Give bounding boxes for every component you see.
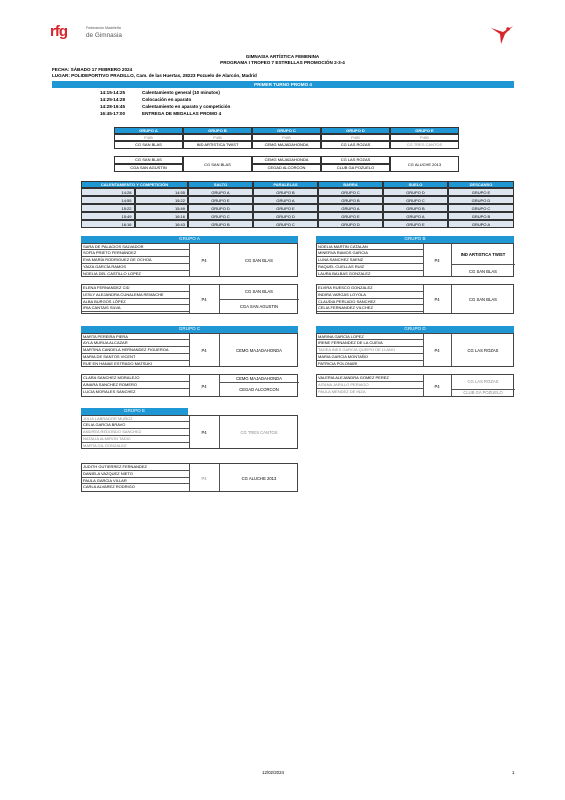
group-header: GRUPO C — [252, 127, 321, 134]
group-a-title: GRUPO A — [81, 236, 298, 243]
schedule-time: 14:15-14:25 — [100, 90, 126, 95]
gymnast-name: MARIA DE SANTOS VICENT — [82, 354, 189, 361]
gymnast-name: PAULA GARCIA VILLAR — [82, 478, 189, 485]
groups-table — [114, 127, 459, 175]
level-label: P4 — [434, 257, 440, 263]
gymnast-name: EVA MARÍA RODRIGUEZ DE OCHOA — [82, 257, 189, 264]
group-club: CG ALUCHE 2013 — [390, 156, 459, 172]
group-d-block1 — [316, 333, 514, 367]
level-label: P4 — [201, 429, 207, 435]
gymnast-name: LUNA SANCHEZ SAENZ — [317, 257, 423, 264]
rotation-table — [81, 181, 514, 228]
level-label: P4 — [434, 297, 440, 302]
rotation-group: GRUPO B — [318, 196, 383, 204]
federation-logo — [50, 22, 140, 44]
club-label: CEGAD ALCORCON — [239, 387, 279, 392]
group-b-panel — [316, 236, 514, 311]
group-c-block2 — [81, 374, 298, 397]
group-club: CG LAS ROZAS — [321, 156, 390, 164]
schedule-time: 16:45-17:00 — [100, 111, 126, 116]
rotation-time: 14:55 — [81, 196, 135, 204]
rotation-group: GRUPO E — [318, 212, 383, 220]
group-c-title: GRUPO C — [81, 326, 298, 333]
group-club: CG LAS ROZAS — [321, 141, 390, 149]
rotation-header: PARALELAS — [253, 181, 318, 188]
group-c-block1 — [81, 333, 298, 367]
gymnast-name: JUDITH GUTIERREZ FERNANDEZ — [82, 464, 189, 471]
club-label: CG LAS ROZAS — [467, 347, 499, 353]
rotation-group: GRUPO D — [188, 204, 253, 212]
rotation-header: SALTO — [188, 181, 253, 188]
gymnast-name: MARTINA CANDELA HERNANDEZ FIGUEROA — [82, 347, 189, 354]
group-c-panel — [81, 326, 298, 394]
group-club: CEMG MAJADAHONDA — [252, 156, 321, 164]
rotation-group: GRUPO E — [448, 188, 514, 196]
rotation-header: BARRA — [318, 181, 383, 188]
gymnast-name: CLARA SANCHEZ MORALEJO — [82, 375, 189, 382]
gymnast-name: MINERVA RAMOS GARCIA — [317, 250, 423, 257]
club-label: CG SAN BLAS — [469, 297, 497, 302]
group-b-block2 — [316, 284, 514, 314]
gymnast-name: DANIELA VAZQUEZ NIETO — [82, 471, 189, 478]
gymnast-name: ELVIRA RUESCO GONZALEZ — [317, 285, 423, 292]
group-e-title: GRUPO E — [81, 408, 188, 415]
schedule-desc: Calentamiento general (10 minutos) — [142, 90, 220, 95]
shift-title: PRIMER TURNO PROMO 4 — [52, 81, 514, 88]
gymnast-name: RUE EN HANAE ESTRADO MATSUKI — [83, 360, 153, 366]
rotation-group: GRUPO E — [188, 196, 253, 204]
doc-title: GIMNASIA ARTÍSTICA FEMENINA — [245, 54, 320, 59]
group-club: CG TRES CANTOS — [390, 141, 459, 149]
group-club: CG SAN BLAS — [114, 156, 183, 164]
group-d-title: GRUPO D — [316, 326, 514, 333]
gymnast-name: INDIRA VARGAS LOYOLA — [317, 292, 423, 299]
club-label: CG ALUCHE 2013 — [241, 476, 277, 481]
rotation-header: SUELO — [383, 181, 448, 188]
rotation-group: GRUPO C — [318, 188, 383, 196]
club-label: CG SAN BLAS — [245, 257, 273, 263]
logo-line2: de Gimnasia — [86, 32, 122, 39]
place-line: LUGAR: POLIDEPORTIVO PRADILLO, Cam. de las Huertas, 28223 Pozuelo de Alarcón, Madrid — [52, 73, 257, 78]
rotation-group: GRUPO B — [253, 188, 318, 196]
group-club: CLUB GA POZUELO — [321, 164, 390, 172]
page-number: 1 — [512, 770, 515, 775]
rotation-group: GRUPO D — [383, 188, 448, 196]
group-e-block1 — [81, 415, 298, 449]
rotation-time: 16:43 — [135, 220, 189, 228]
schedule-desc: Colocación en aparato — [142, 97, 192, 102]
level-label: P4 — [201, 384, 207, 389]
gymnast-name: TADEA INES GARCIA QUEIPO DE LLANO — [317, 347, 423, 354]
group-d-panel — [316, 326, 514, 395]
rotation-group: GRUPO A — [318, 204, 383, 212]
rotation-group: GRUPO E — [383, 220, 448, 228]
rotation-group: GRUPO C — [253, 220, 318, 228]
gymnast-name: CELIA FERNANDEZ VILCHEZ — [317, 305, 423, 312]
gymnast-name: IRENE FERNANDEZ DE LA CUEVA — [317, 340, 423, 347]
gymnast-name: RAQUEL CUELLAS RUIZ — [317, 264, 423, 271]
gymnast-name: ANDREA REDONDO SANCHEZ — [82, 429, 189, 436]
group-level: P4IB — [321, 134, 390, 141]
gymnast-name: MARTA GIL GONZALEZ — [83, 442, 127, 448]
group-a-panel — [81, 236, 298, 311]
level-label: P4 — [434, 347, 440, 353]
rotation-time: 15:49 — [81, 212, 135, 220]
group-club: CG SAN BLAS — [114, 141, 183, 149]
gymnast-name: NOELIA DEL CASTILLO LOPEZ — [83, 270, 141, 276]
rotation-group: GRUPO D — [253, 212, 318, 220]
level-label: P4 — [434, 384, 440, 389]
group-a-block1 — [81, 243, 298, 277]
schedule-desc: ENTREGA DE MEDALLAS PROMO 4 — [142, 111, 222, 116]
schedule-time: 14:25-14:28 — [100, 97, 126, 102]
gymnast-name: AYLA MURUA ALCAZAR — [82, 340, 189, 347]
club-label: CGA SAN AGUSTIN — [239, 304, 279, 309]
club-label: CG TRES CANTOS — [240, 429, 278, 435]
group-level: P4IB — [252, 134, 321, 141]
rotation-group: GRUPO C — [383, 196, 448, 204]
rotation-header: CALENTAMIENTO Y COMPETICIÓN — [81, 181, 188, 188]
level-label: P4 — [201, 297, 207, 302]
group-club: IND ARTISTICA TWIST — [183, 141, 252, 149]
gymnast-name: LUCIA MORALES SANCHEZ — [83, 388, 136, 394]
group-header: GRUPO A — [114, 127, 183, 134]
group-e-panel — [81, 408, 298, 490]
date-line: FECHA: SÁBADO 17 FEBRERO 2024 — [52, 67, 133, 72]
schedule — [100, 90, 400, 118]
rotation-group: GRUPO A — [253, 196, 318, 204]
gymnast-name: LESLY ALEJANDRA CUNALEMA REMACHE — [82, 292, 189, 299]
group-level: P4IB — [390, 134, 459, 141]
rotation-time: 15:22 — [135, 196, 189, 204]
rotation-group: GRUPO C — [448, 204, 514, 212]
rotation-group: GRUPO E — [253, 204, 318, 212]
gymnast-name: AITANA JARILLO PERIAGO — [317, 382, 423, 389]
group-e-block2 — [81, 463, 298, 492]
footer-date: 12/02/2024 — [262, 770, 284, 775]
club-label: IND ARTISTICA TWIST — [460, 251, 506, 257]
gymnast-name: JULIA LABRADOR MUÑOZ — [82, 416, 189, 423]
rotation-header: DESCANSO — [448, 181, 514, 188]
gymnast-name: YAIZA GARCÍA RAMOS — [82, 264, 189, 271]
club-label: CLUB GA POZUELO — [463, 390, 503, 395]
rotation-time: 16:16 — [135, 212, 189, 220]
gymnast-name: CARLA ALVAREZ RODRIGO — [83, 484, 135, 490]
group-a-block2 — [81, 284, 298, 314]
gymnast-name: MARIA GARCIA MONTAÑO — [317, 354, 423, 361]
gymnast-name: SARA DE PALACIOS SALVADOR — [82, 244, 189, 251]
group-level: P4IB — [183, 134, 252, 141]
group-header: GRUPO B — [183, 127, 252, 134]
group-header: GRUPO E — [390, 127, 459, 134]
rotation-time: 15:49 — [135, 204, 189, 212]
gymnast-logo-icon — [489, 24, 515, 46]
rotation-group: GRUPO A — [188, 188, 253, 196]
gymnast-name: AINARA SANCHEZ ROMERO — [82, 382, 189, 389]
gymnast-name: CELIA GARCIA BRAVO — [82, 422, 189, 429]
gymnast-name: NATALIA ALMIRON TADIC — [82, 436, 189, 443]
group-club: CGA SAN AGUSTIN — [114, 164, 183, 172]
gymnast-name: SOFÍA PRIETO FERNÁNDEZ — [82, 250, 189, 257]
logo-mark: rfg — [50, 23, 67, 40]
group-b-block1 — [316, 243, 514, 277]
rotation-time: 14:28 — [81, 188, 135, 196]
gymnast-name: ALBA BURGOS LÓPEZ — [82, 299, 189, 306]
group-d-block2 — [316, 374, 514, 397]
group-level: P4IB — [114, 134, 183, 141]
rotation-time: 16:16 — [81, 220, 135, 228]
rotation-group: GRUPO B — [188, 220, 253, 228]
rotation-group: GRUPO D — [318, 220, 383, 228]
group-club: CEMG MAJADAHONDA — [252, 141, 321, 149]
gymnast-name: CLAUDIA PERLADO SANCHEZ — [317, 299, 423, 306]
doc-subtitle: PROGRAMA I TROFEO 7 ESTRELLAS PROMOCIÓN 2-3-4 — [220, 60, 345, 65]
logo-line1: Federación Madrileña — [86, 26, 121, 30]
gymnast-name: LAURA BALBAS GONZALEZ — [318, 270, 371, 276]
rotation-group: GRUPO B — [448, 212, 514, 220]
club-label: CG SAN BLAS — [245, 289, 273, 294]
gymnast-name: MARINA GARCÍA LOPEZ — [317, 334, 423, 341]
rotation-group: GRUPO D — [448, 196, 514, 204]
gymnast-name: IRIA CANTAIS SILVA — [82, 305, 189, 312]
rotation-group: GRUPO A — [383, 212, 448, 220]
gymnast-name: VALERIA ALEJANDRA GOMEZ PEREZ — [317, 375, 423, 382]
group-header: GRUPO D — [321, 127, 390, 134]
group-club: CEGAD ALCORCON — [252, 164, 321, 172]
club-label: CEMG MAJADAHONDA — [236, 376, 282, 381]
gymnast-name: ELENA FERNANDEZ CID — [82, 285, 189, 292]
rotation-group: GRUPO A — [448, 220, 514, 228]
schedule-time: 14:28-16:45 — [100, 104, 126, 109]
schedule-desc: Calentamiento en aparato y competición — [142, 104, 231, 109]
level-label: P4 — [201, 347, 207, 353]
gymnast-name: PATRICIA POLONARI — [318, 360, 358, 366]
rotation-group: GRUPO B — [383, 204, 448, 212]
club-label: CEMG MAJADAHONDA — [236, 347, 282, 353]
gymnast-name: MARTA PEREIRA PIERA — [82, 334, 189, 341]
gymnast-name: PAULA MENDEZ DE INZA — [318, 388, 366, 394]
club-label: CG SAN BLAS — [469, 268, 497, 274]
level-label: P4 — [201, 476, 207, 481]
level-label: P4 — [201, 257, 207, 263]
rotation-time: 15:22 — [81, 204, 135, 212]
gymnast-name: NOELIA MARTIN CATALAN — [317, 244, 423, 251]
group-b-title: GRUPO B — [316, 236, 514, 243]
group-club: CG SAN BLAS — [183, 156, 252, 172]
club-label: CG LAS ROZAS — [467, 379, 499, 384]
rotation-group: GRUPO C — [188, 212, 253, 220]
rotation-time: 14:55 — [135, 188, 189, 196]
